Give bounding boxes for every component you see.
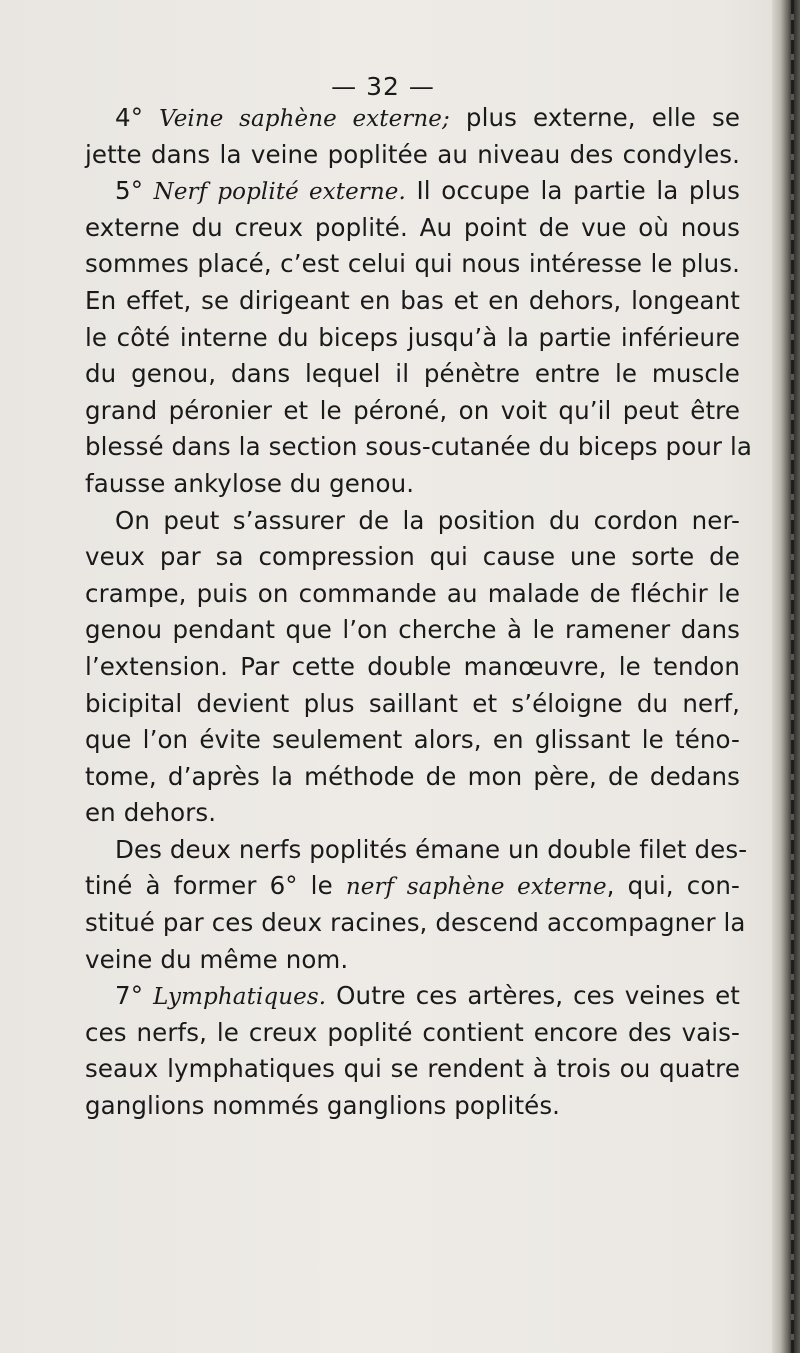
text-line: [85, 759, 740, 796]
text-segment: Outre ces artères, ces veines et: [326, 981, 740, 1011]
text-line: [85, 393, 740, 430]
text-line: [85, 429, 752, 466]
text-segment: bicipital devient plus saillant et s’éloigne du nerf,: [85, 688, 740, 718]
book-spine-edge: [791, 0, 794, 1353]
text-segment: stitué par ces deux racines, descend accompagner la: [85, 908, 746, 938]
text-segment: tiné à former 6° le: [85, 871, 346, 901]
text-segment: grand péronier et le péroné, on voit qu’il peut être: [85, 395, 740, 425]
text-line: [85, 466, 740, 503]
text-segment: du genou, dans lequel il pénètre entre le muscle: [85, 359, 740, 389]
text-segment: seaux lymphatiques qui se rendent à trois ou quatre: [85, 1054, 740, 1084]
text-segment: veux par sa compression qui cause une sorte de: [85, 542, 740, 572]
text-line: [85, 649, 740, 686]
text-segment: ces nerfs, le creux poplité contient encore des vais-: [85, 1017, 740, 1047]
text-line: [85, 356, 740, 393]
text-line: [85, 1015, 740, 1052]
text-line: [85, 320, 740, 357]
page-number: — 32 —: [331, 72, 435, 101]
text-line: [85, 100, 740, 137]
text-line: [85, 868, 740, 905]
text-segment: Des deux nerfs poplités émane un double filet des-: [115, 834, 748, 864]
text-line: [85, 246, 740, 283]
text-line: [85, 283, 740, 320]
italic-term: Lymphatiques.: [153, 984, 327, 1011]
text-line: [85, 795, 740, 832]
italic-term: Veine saphène externe;: [159, 106, 450, 132]
text-segment: Il occupe la partie la plus: [405, 176, 740, 206]
text-segment: externe du creux poplité. Au point de vue où nous: [85, 212, 740, 242]
text-line: [85, 137, 740, 174]
text-segment: 7°: [115, 981, 154, 1011]
text-segment: , qui, con-: [606, 871, 740, 901]
text-line: [85, 612, 740, 649]
italic-term: Nerf poplité externe.: [153, 179, 406, 206]
text-segment: crampe, puis on commande au malade de fléchir le: [85, 578, 740, 608]
text-segment: genou pendant que l’on cherche à le ramener dans: [85, 615, 740, 645]
text-line: [85, 832, 748, 869]
text-line: [85, 576, 740, 613]
text-segment: plus externe, elle se: [449, 103, 740, 132]
text-line: [85, 539, 740, 576]
text-segment: blessé dans la section sous-cutanée du biceps pour la: [85, 432, 752, 462]
text-line: [85, 686, 740, 723]
text-line: [85, 503, 740, 540]
text-line: [85, 722, 740, 759]
text-segment: fausse ankylose du genou.: [85, 468, 415, 498]
text-segment: En effet, se dirigeant en bas et en dehors, longeant: [85, 285, 740, 315]
text-segment: que l’on évite seulement alors, en glissant le téno-: [85, 725, 740, 755]
text-segment: en dehors.: [85, 798, 217, 828]
text-segment: On peut s’assurer de la position du cordon ner-: [115, 505, 740, 535]
text-line: [85, 173, 740, 210]
text-line: [85, 210, 740, 247]
text-line: [85, 1088, 740, 1125]
book-spine-shadow: [772, 0, 800, 1353]
text-segment: tome, d’après la méthode de mon père, de dedans: [85, 761, 740, 791]
italic-term: nerf saphène externe: [345, 874, 607, 901]
text-line: [85, 978, 740, 1015]
text-segment: 5°: [115, 176, 154, 206]
text-line: [85, 905, 746, 942]
text-segment: l’extension. Par cette double manœuvre, le tendon: [85, 651, 740, 681]
text-line: [85, 942, 740, 979]
text-segment: jette dans la veine poplitée au niveau des condyles.: [85, 139, 740, 169]
body-text: [85, 100, 752, 1125]
text-segment: veine du même nom.: [85, 944, 349, 974]
text-segment: ganglions nommés ganglions poplités.: [85, 1091, 561, 1121]
text-segment: le côté interne du biceps jusqu’à la partie inférieure: [85, 322, 740, 352]
text-segment: 4°: [115, 103, 160, 132]
text-segment: sommes placé, c’est celui qui nous intéresse le plus.: [85, 249, 740, 279]
text-line: [85, 1051, 740, 1088]
